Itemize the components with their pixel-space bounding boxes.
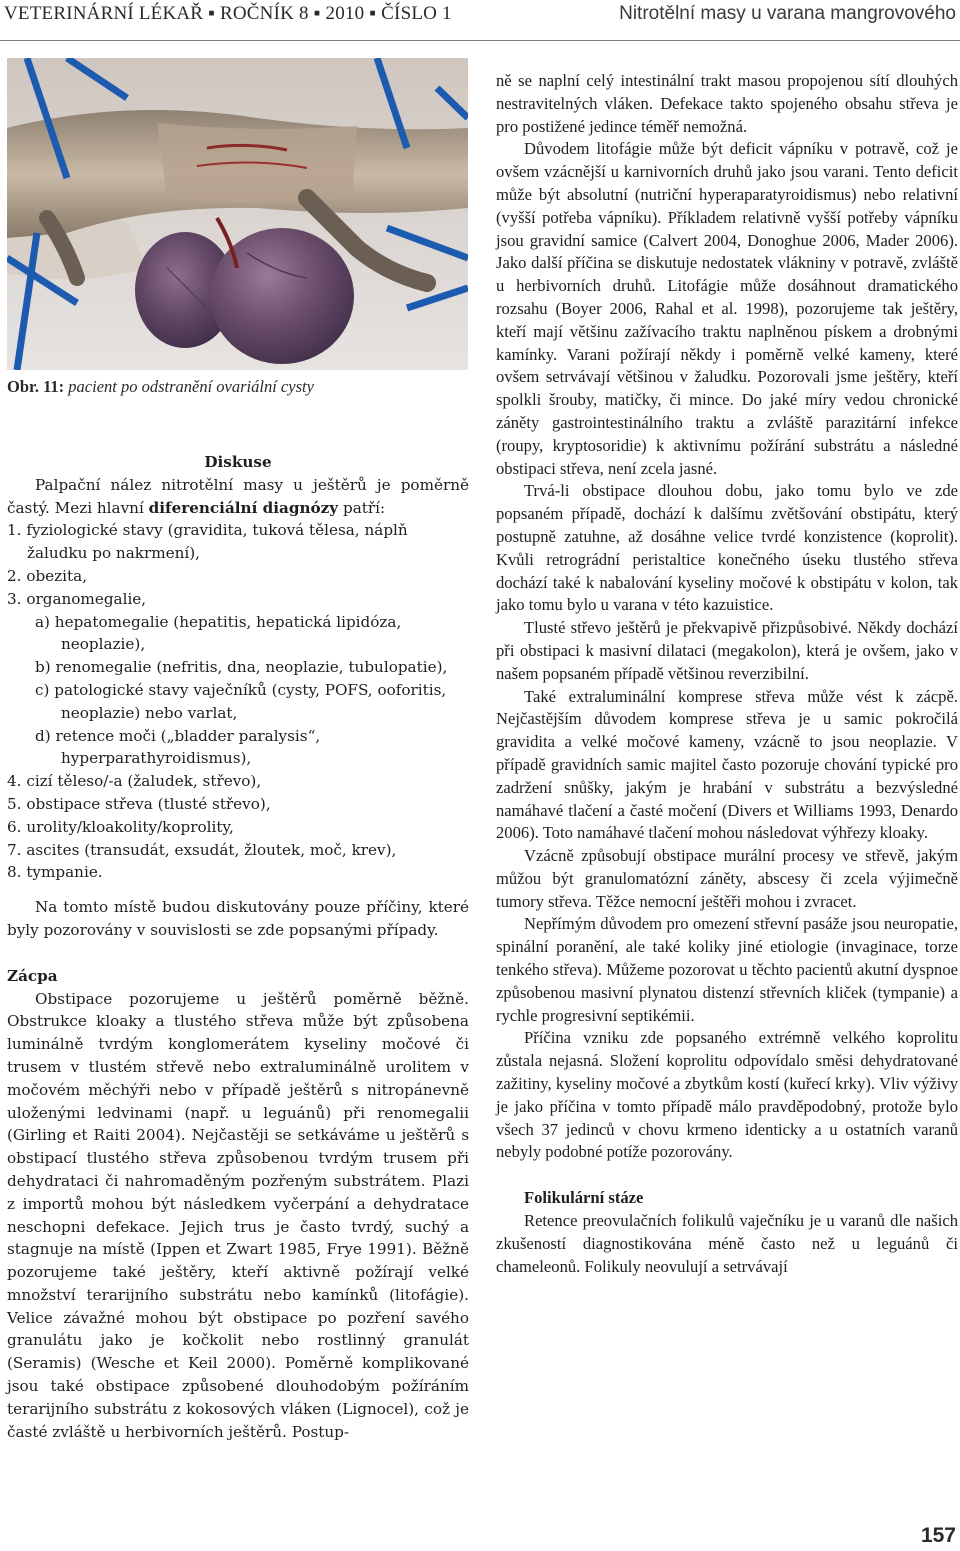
paragraph: Retence preovulačních folikulů vaječníku je u varanů dle našich zkušeností diagnostikována méně často než u leguánů či chameleonů. Folikuly neovulují a setrvávají (496, 1211, 958, 1276)
page-number: 157 (920, 1524, 956, 1547)
paragraph: Trvá-li obstipace dlouhou dobu, jako tomu bylo ve zde popsaném případě, dochází k dalšímu zvětšování obstipátu, který postupně zatuhne, až dosáhne velice tvrdé konzistence (koprolit). Kvůli retrográdní peristaltice konečného úseku tlustého střeva dochází také k nabalování kyseliny močové k obstipátu v kolon, tak jako tomu bylo u varana v této kazuistice. (496, 481, 958, 615)
right-column (496, 70, 958, 1278)
figure-caption-text: pacient po odstranění ovariální cysty (64, 377, 314, 396)
list-subitem: a) hepatomegalie (hepatitis, hepatická lipidóza, neoplazie), (35, 612, 402, 654)
list-subitem: c) patologické stavy vaječníků (cysty, POFS, ooforitis, neoplazie) nebo varlat, (35, 680, 447, 722)
intro-bold: diferenciální diagnózy (148, 498, 339, 517)
paragraph: Tlusté střevo ještěrů je překvapivě přizpůsobivé. Někdy dochází při obstipaci k masivní dilataci (megakolon), která je ovšem, jako v našem popsaném případě většinou reverzibilní. (496, 618, 958, 683)
intro-text: Palpační nález nitrotělní masy u ještěrů je poměrně častý. Mezi hlavní (7, 475, 469, 517)
list-item: 1. fyziologické stavy (gravidita, tuková tělesa, náplň žaludku po nakrmení), (7, 521, 408, 563)
left-column (7, 451, 469, 1443)
figure-photo (7, 58, 468, 370)
list-item: 8. tympanie. (7, 863, 103, 882)
list-item: 4. cizí těleso/-a (žaludek, střevo), (7, 772, 262, 791)
section-title-diskuse: Diskuse (204, 453, 272, 471)
lizard-surgery-photo (7, 58, 468, 370)
paragraph: Vzácně způsobují obstipace murální procesy ve střevě, jakým můžou být granulomatózní záněty, abscesy či zcela výjimečně tumory střeva. Těžce nemocní ještěři mohou i zvracet. (496, 846, 958, 911)
list-item: 6. urolity/kloakolity/koprolity, (7, 817, 234, 836)
list-item: 3. organomegalie, (7, 589, 147, 608)
list-item: 5. obstipace střeva (tlusté střevo), (7, 794, 271, 813)
diskuse-intro (7, 474, 469, 520)
list-subitem: d) retence moči („bladder paralysis“, hyperparathyroidismus), (35, 726, 321, 768)
paragraph: ně se naplní celý intestinální trakt masou propojenou sítí dlouhých nestravitelných vláken. Defekace takto spojeného obsahu střeva je pro postižené jedince téměř nemožná. (496, 71, 958, 136)
intro-text-end: patří: (338, 498, 386, 517)
section-title-folikularni-staze: Folikulární stáze (524, 1188, 644, 1208)
list-subitem: b) renomegalie (nefritis, dna, neoplazie, tubulopatie), (35, 658, 448, 677)
differential-diagnosis-list (7, 519, 469, 884)
figure-label: Obr. 11: (7, 377, 65, 396)
list-item: 7. ascites (transudát, exsudát, žloutek, moč, krev), (7, 840, 397, 859)
running-header (0, 0, 960, 41)
journal-header: VETERINÁRNÍ LÉKAŘ ▪ ROČNÍK 8 ▪ 2010 ▪ ČÍSLO 1 (4, 3, 452, 24)
paragraph: Také extraluminální komprese střeva může vést k zácpě. Nejčastějším důvodem komprese střeva je u samic pokročilá gravidita a velké močové kameny, vzácně to jsou neoplazie. V případě gravidních samic majitel často pozoruje chování typické pro zadržení snůšky, jakým je hrabání v substrátu a bezvýsledné namáhavé tlačení a časté močení (Divers et Williams 1993, Denardo 2006). Toto namáhavé tlačení mohou následovat výhřezy kloaky. (496, 686, 958, 843)
list-item: 2. obezita, (7, 566, 88, 585)
section-title-zacpa: Zácpa (7, 966, 58, 985)
article-title-header: Nitrotělní masy u varana mangrovového (619, 3, 956, 24)
figure-caption (7, 377, 469, 397)
paragraph: Nepřímým důvodem pro omezení střevní pasáže jsou neuropatie, spinální poranění, ale také koliky jiné etiologie (invaginace, torze tenkého střeva). Můžeme pozorovat u těchto pacientů akutní dyspnoe způsobenou masivní plynatou distenzí střevních kliček (tympanie) a rychle progresivní septikémii. (496, 914, 958, 1025)
discussion-note: Na tomto místě budou diskutovány pouze příčiny, které byly pozorovány v souvislosti se zde popsanými případy. (7, 898, 469, 939)
paragraph: Důvodem litofágie může být deficit vápníku v potravě, což je ovšem vzácnější u karnivorních druhů jako jsou varani. Tento deficit může být absolutní (nutriční hyperaparatyroidismus) nebo relativní (vyšší potřeba vápníku). Příkladem relativně vyšší potřeby vápníku jsou gravidní samice (Calvert 2004, Donoghue 2006, Mader 2006). Jako další příčina se diskutuje nedostatek vlákniny v potravě, zvláště u herbivorních druhů. Litofágie může dosáhnout dramatického rozsahu (Boyer 2006, Rahal et al. 1998), pozorujeme tak ještěry, kteří mají většinu zažívacího traktu naplněnou pískem a drobnými kamínky. Varani požírají někdy i poměrně velké kameny, které ovšem setrvávají většinou v žaludku. Pozorovali jsme ještěry, kteří spolkli šrouby, matičky, či mince. Do jaké míry vedou chronické záněty gastrointestinálního traktu a zvláště parazitární infekce (roupy, kryptosoridie) k aktivnímu požírání substrátu a následné obstipaci střeva, není zcela jasné. (496, 139, 958, 478)
zacpa-paragraph: Obstipace pozorujeme u ještěrů poměrně běžně. Obstrukce kloaky a tlustého střeva může být způsobena luminálně tvrdým konglomerátem kyseliny močové či trusem v tlustém střevě nebo extraluminálně urolitem v močovém měchýři nebo v případě ještěrů s nitropánevně uloženými ledvinami (např. u leguánů) při renomegalii (Girling et Raiti 2004). Nejčastěji se setkáváme u ještěrů s obstipací tlustého střeva způsobenou tvrdým trusem při dehydrataci či nahromaděným pozřeným substrátem. Plazi z importů mohou být následkem vyčerpání a dehydratace neschopni defekace. Jejich trus je často tvrdý, suchý a stagnuje na místě (Ippen et Zwart 1985, Frye 1991). Běžně pozorujeme také ještěry, kteří aktivně požírají velké množství terarijního substrátu nebo kamínků (litofágie). Velice závažné mohou být obstipace po pozření savého granulátu jako je kočkolit nebo rostlinný granulát (Seramis) (Wesche et Keil 2000). Poměrně komplikované jsou také obstipace způsobené dlouhodobým požíráním terarijního substrátu z kokosových vláken (Lignocel), což je časté zvláště u herbivorních ještěrů. Postup- (7, 989, 469, 1441)
paragraph: Příčina vzniku zde popsaného extrémně velkého koprolitu zůstala nejasná. Složení koprolitu odpovídalo směsi dehydratované zažitiny, kyseliny močové a zbytkům kostí (kuřecí krky). Vliv výživy je jako příčina v tomto případě málo pravděpodobný, protože bylo všech 37 jedinců v chovu krmeno identicky a u ostatních varanů nebyly podobné potíže pozorovány. (496, 1028, 958, 1162)
